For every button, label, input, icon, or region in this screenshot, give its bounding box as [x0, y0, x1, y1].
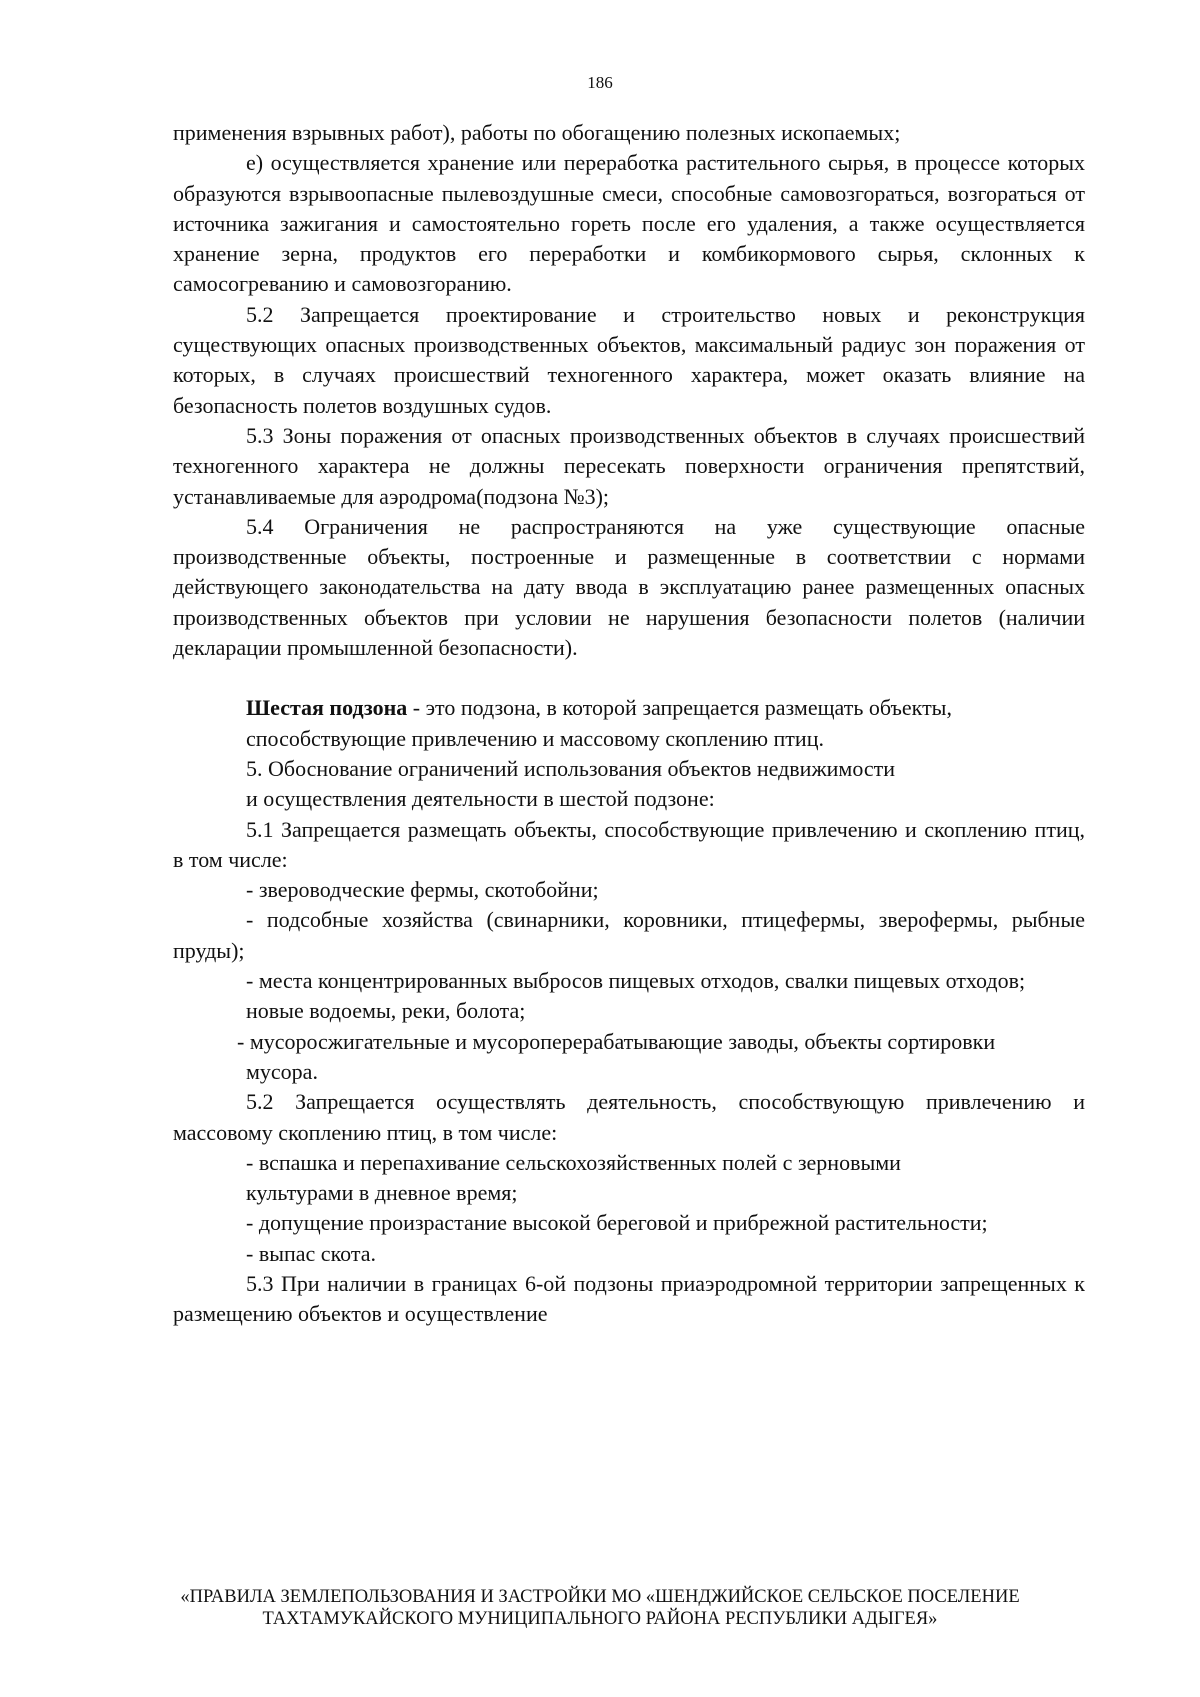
paragraph: применения взрывных работ), работы по обогащению полезных ископаемых;: [173, 120, 901, 145]
paragraph: мусора.: [246, 1058, 318, 1084]
page-number: 186: [587, 73, 613, 92]
list-item: новые водоемы, реки, болота;: [246, 998, 526, 1024]
paragraph: е) осуществляется хранение или переработка растительного сырья, в процессе которых образуются взрывоопасные пылевоздушные смеси, способные самовозгораться, возгораться от источника зажигания и самостоятельно гореть после его удаления, а также осуществляется хранение зерна, продуктов его переработки и комбикормового сырья, склонных к самосогреванию и самовозгоранию.: [173, 150, 1085, 297]
paragraph: 5.3 Зоны поражения от опасных производственных объектов в случаях происшествий техногенного характера не должны пересекать поверхности ограничения препятствий, устанавливаемые для аэродрома(подзона №3);: [173, 422, 1085, 509]
paragraph: культурами в дневное время;: [246, 1180, 518, 1206]
paragraph: 5.4 Ограничения не распространяются на уже существующие опасные производственные объекты, построенные и размещенные в соответствии с нормами действующего законодательства на дату ввода в эксплуатацию ранее размещенных опасных производственных объектов при условии не нарушения безопасности полетов (наличии декларации промышленной безопасности).: [173, 513, 1085, 661]
paragraph: способствующие привлечению и массовому скоплению птиц.: [246, 725, 824, 751]
paragraph: и осуществления деятельности в шестой подзоне:: [246, 786, 715, 812]
list-item: - допущение произрастание высокой береговой и прибрежной растительности;: [246, 1210, 988, 1236]
paragraph: 5.2 Запрещается осуществлять деятельность, способствующую привлечению и массовому скоплению птиц, в том числе:: [173, 1089, 1085, 1145]
list-item: - вспашка и перепахивание сельскохозяйственных полей с зерновыми: [246, 1149, 901, 1175]
footer-line-1: «ПРАВИЛА ЗЕМЛЕПОЛЬЗОВАНИЯ И ЗАСТРОЙКИ МО «ШЕНДЖИЙСКОЕ СЕЛЬСКОЕ ПОСЕЛЕНИЕ: [180, 1587, 1020, 1607]
paragraph: 5. Обоснование ограничений использования объектов недвижимости: [246, 755, 896, 781]
document-footer: [120, 1586, 1080, 1630]
document-body: [173, 118, 1085, 1330]
subzone-heading: Шестая подзона: [246, 695, 408, 721]
subzone-definition: - это подзона, в которой запрещается размещать объекты,: [407, 695, 952, 721]
paragraph: 5.3 При наличии в границах 6-ой подзоны приаэродромной территории запрещенных к размещению объектов и осуществление: [173, 1270, 1085, 1327]
list-item: - звероводческие фермы, скотобойни;: [246, 877, 599, 903]
paragraph-spacer: [173, 663, 1085, 693]
list-item: - подсобные хозяйства (свинарники, коровники, птицефермы, зверофермы, рыбные пруды);: [173, 907, 1085, 963]
list-item: - мусоросжигательные и мусороперерабатывающие заводы, объекты сортировки: [237, 1028, 996, 1054]
footer-line-2: ТАХТАМУКАЙСКОГО МУНИЦИПАЛЬНОГО РАЙОНА РЕСПУБЛИКИ АДЫГЕЯ»: [262, 1609, 938, 1629]
subzone-heading-paragraph: [173, 693, 1085, 723]
list-item: - выпас скота.: [246, 1240, 376, 1266]
list-item: - места концентрированных выбросов пищевых отходов, свалки пищевых отходов;: [246, 968, 1026, 994]
paragraph: 5.2 Запрещается проектирование и строительство новых и реконструкция существующих опасных производственных объектов, максимальный радиус зон поражения от которых, в случаях происшествий техногенного характера, может оказать влияние на безопасность полетов воздушных судов.: [173, 301, 1085, 418]
paragraph: 5.1 Запрещается размещать объекты, способствующие привлечению и скоплению птиц, в том числе:: [173, 816, 1085, 872]
